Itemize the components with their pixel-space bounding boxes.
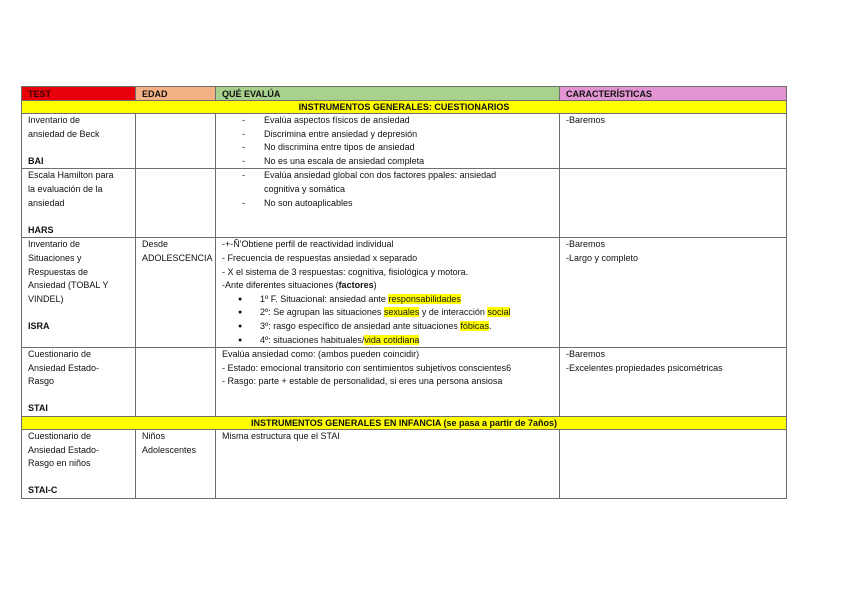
test-name-line: Rasgo en niños (28, 458, 91, 469)
table-row-hars (22, 169, 787, 238)
test-abbreviation: STAI-C (28, 485, 58, 496)
list-item: ● 4º: situaciones habituales/vida cotidiana (238, 334, 553, 348)
header-caracteristicas: CARACTERÍSTICAS (560, 87, 787, 101)
list-item: - No es una escala de ansiedad completa (242, 155, 553, 169)
test-name-line: VINDEL) (28, 293, 64, 304)
edad-cell (136, 430, 216, 499)
table-row-bai (22, 114, 787, 169)
evalua-line: - Estado: emocional transitorio con sentimientos subjetivos conscientes6 (222, 362, 512, 373)
test-name-line: Cuestionario de (28, 431, 92, 442)
caracteristica-line: -Baremos (566, 239, 606, 250)
header-row (22, 87, 787, 101)
test-name-line: Inventario de (28, 239, 81, 250)
test-cell (22, 430, 136, 499)
que-evalua-cell (216, 348, 560, 417)
section-row-infancia (22, 417, 787, 430)
test-name-line: Ansiedad (TOBAL Y (28, 280, 109, 291)
section-infancia-title: INSTRUMENTOS GENERALES EN INFANCIA (se pasa a partir de 7años) (22, 417, 787, 430)
test-abbreviation: HARS (28, 224, 54, 235)
test-name-line: Ansiedad Estado- (28, 444, 100, 455)
table-row-isra (22, 238, 787, 348)
test-cell (22, 238, 136, 348)
edad-line: Niños (142, 431, 166, 442)
list-item (242, 169, 553, 196)
list-item: ● 2º: Se agrupan las situaciones sexuales y de interacción social (238, 306, 553, 320)
evalua-line: Evalúa ansiedad como: (ambos pueden coincidir) (222, 349, 420, 360)
que-evalua-cell (216, 169, 560, 238)
edad-cell (136, 169, 216, 238)
caracteristica-line: -Excelentes propiedades psicométricas (566, 362, 723, 373)
caracteristicas-cell (560, 169, 787, 238)
evalua-line: - X el sistema de 3 respuestas: cognitiva, fisiológica y motora. (222, 266, 469, 277)
list-item: - Discrimina entre ansiedad y depresión (242, 128, 553, 142)
test-name-line: la evaluación de la (28, 183, 103, 194)
que-evalua-cell (216, 114, 560, 169)
test-abbreviation: STAI (28, 403, 48, 414)
test-name-line: Escala Hamilton para (28, 170, 114, 181)
test-cell (22, 348, 136, 417)
test-name-line: Respuestas de (28, 266, 89, 277)
header-test: TEST (22, 87, 136, 101)
test-name-line: ansiedad de Beck (28, 128, 100, 139)
list-item: ● 3º: rasgo específico de ansiedad ante situaciones fóbicas. (238, 320, 553, 334)
test-abbreviation: BAI (28, 155, 44, 166)
list-item: - No son autoaplicables (242, 197, 553, 211)
table-row-stai-c (22, 430, 787, 499)
test-name-line: Ansiedad Estado- (28, 362, 100, 373)
list-item: - No discrimina entre tipos de ansiedad (242, 141, 553, 155)
que-evalua-cell (216, 430, 560, 499)
header-que-evalua: QUÉ EVALÚA (216, 87, 560, 101)
list-item: - Evalúa aspectos físicos de ansiedad (242, 114, 553, 128)
highlight: vida cotidiana (364, 334, 420, 345)
evalua-line: -+-Ñ'Obtiene perfil de reactividad individual (222, 239, 394, 250)
caracteristica-line: -Baremos (566, 349, 606, 360)
caracteristica-line: -Largo y completo (566, 252, 639, 263)
caracteristicas-cell (560, 238, 787, 348)
highlight: social (487, 307, 511, 318)
edad-cell (136, 348, 216, 417)
highlight: sexuales (383, 307, 420, 318)
instruments-table (21, 86, 787, 499)
evalua-line: - Rasgo: parte + estable de personalidad, si eres una persona ansiosa (222, 376, 503, 387)
edad-cell (136, 114, 216, 169)
test-name-line: Situaciones y (28, 252, 82, 263)
list-item-text-cont: cognitiva y somática (264, 183, 346, 194)
table-row-stai (22, 348, 787, 417)
test-name-line: Inventario de (28, 115, 81, 125)
evalua-line: -Ante diferentes situaciones (factores) (222, 280, 377, 291)
edad-line: Adolescentes (142, 444, 197, 455)
test-cell (22, 114, 136, 169)
section-general-title: INSTRUMENTOS GENERALES: CUESTIONARIOS (22, 101, 787, 114)
edad-line: Desde (142, 239, 169, 250)
caracteristicas-cell (560, 430, 787, 499)
section-row-general (22, 101, 787, 114)
list-item: ● 1º F. Situacional: ansiedad ante responsabilidades (238, 293, 553, 307)
highlight: fóbicas (460, 320, 489, 331)
test-name-line: ansiedad (28, 197, 65, 208)
que-evalua-cell (216, 238, 560, 348)
caracteristicas-cell (560, 114, 787, 169)
caracteristicas-cell (560, 348, 787, 417)
evalua-line: Misma estructura que el STAI (222, 431, 340, 442)
factores-bold: factores (338, 280, 374, 291)
test-abbreviation: ISRA (28, 320, 50, 331)
highlight: responsabilidades (388, 293, 461, 304)
test-cell (22, 169, 136, 238)
edad-cell (136, 238, 216, 348)
header-edad: EDAD (136, 87, 216, 101)
list-item-text: Evalúa ansiedad global con dos factores ppales: ansiedad (264, 170, 497, 181)
test-name-line: Cuestionario de (28, 349, 92, 360)
caracteristica-line: -Baremos (566, 115, 606, 125)
evalua-line: - Frecuencia de respuestas ansiedad x separado (222, 252, 418, 263)
edad-line: ADOLESCENCIA (142, 252, 213, 263)
test-name-line: Rasgo (28, 376, 55, 387)
